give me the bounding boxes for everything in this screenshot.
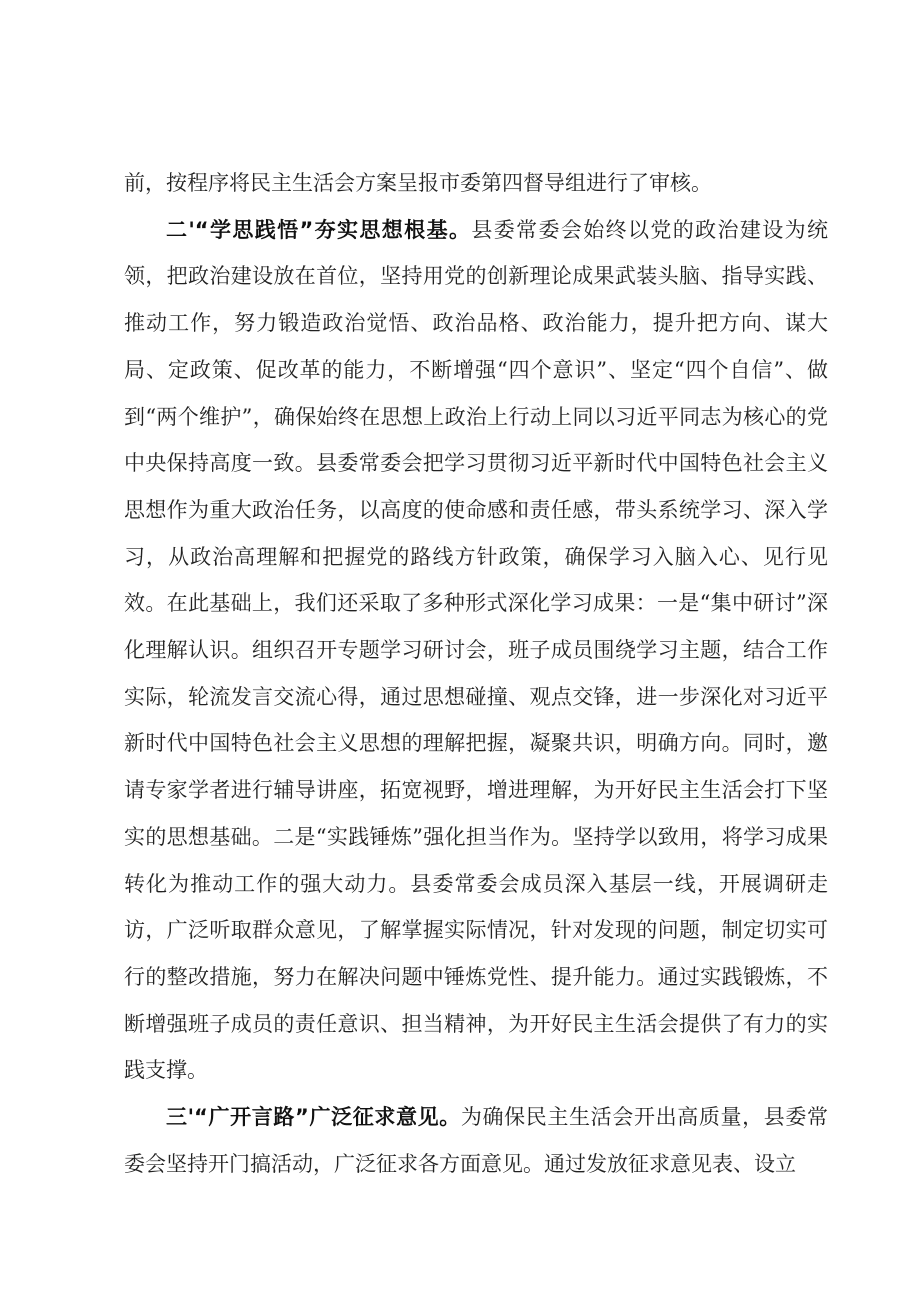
paragraph-text: 前，按程序将民主生活会方案呈报市委第四督导组进行了审核。 (124, 171, 712, 195)
section-heading: 二'“学思践悟”夯实思想根基。 (166, 217, 472, 242)
document-body (124, 160, 828, 1187)
paragraph-section-3 (124, 1094, 828, 1187)
paragraph-continuation (124, 160, 828, 207)
section-heading: 三'“广开言路”广泛征求意见。 (166, 1105, 461, 1130)
paragraph-section-2 (124, 207, 828, 1094)
paragraph-text: 县委常委会始终以党的政治建设为统领，把政治建设放在首位，坚持用党的创新理论成果武装头脑、指导实践、推动工作，努力锻造政治觉悟、政治品格、政治能力，提升把方向、谋大局、定政策、促改革的能力，不断增强“四个意识”、坚定“四个自信”、做到“两个维护”，确保始终在思想上政治上行动上同以习近平同志为核心的党中央保持高度一致。县委常委会把学习贯彻习近平新时代中国特色社会主义思想作为重大政治任务，以高度的使命感和责任感，带头系统学习、深入学习，从政治高理解和把握党的路线方针政策，确保学习入脑入心、见行见效。在此基础上，我们还采取了多种形式深化学习成果：一是“集中研讨”深化理解认识。组织召开专题学习研讨会，班子成员围绕学习主题，结合工作实际，轮流发言交流心得，通过思想碰撞、观点交锋，进一步深化对习近平新时代中国特色社会主义思想的理解把握，凝聚共识，明确方向。同时，邀请专家学者进行辅导讲座，拓宽视野，增进理解，为开好民主生活会打下坚实的思想基础。二是“实践锤炼”强化担当作为。坚持学以致用，将学习成果转化为推动工作的强大动力。县委常委会成员深入基层一线，开展调研走访，广泛听取群众意见，了解掌握实际情况，针对发现的问题，制定切实可行的整改措施，努力在解决问题中锤炼党性、提升能力。通过实践锻炼，不断增强班子成员的责任意识、担当精神，为开好民主生活会提供了有力的实践支撑。 (124, 217, 828, 1083)
paragraph-text: 为确保民主生活会开出高质量，县委常委会坚持开门搞活动，广泛征求各方面意见。通过发放征求意见表、设立 (124, 1105, 828, 1176)
